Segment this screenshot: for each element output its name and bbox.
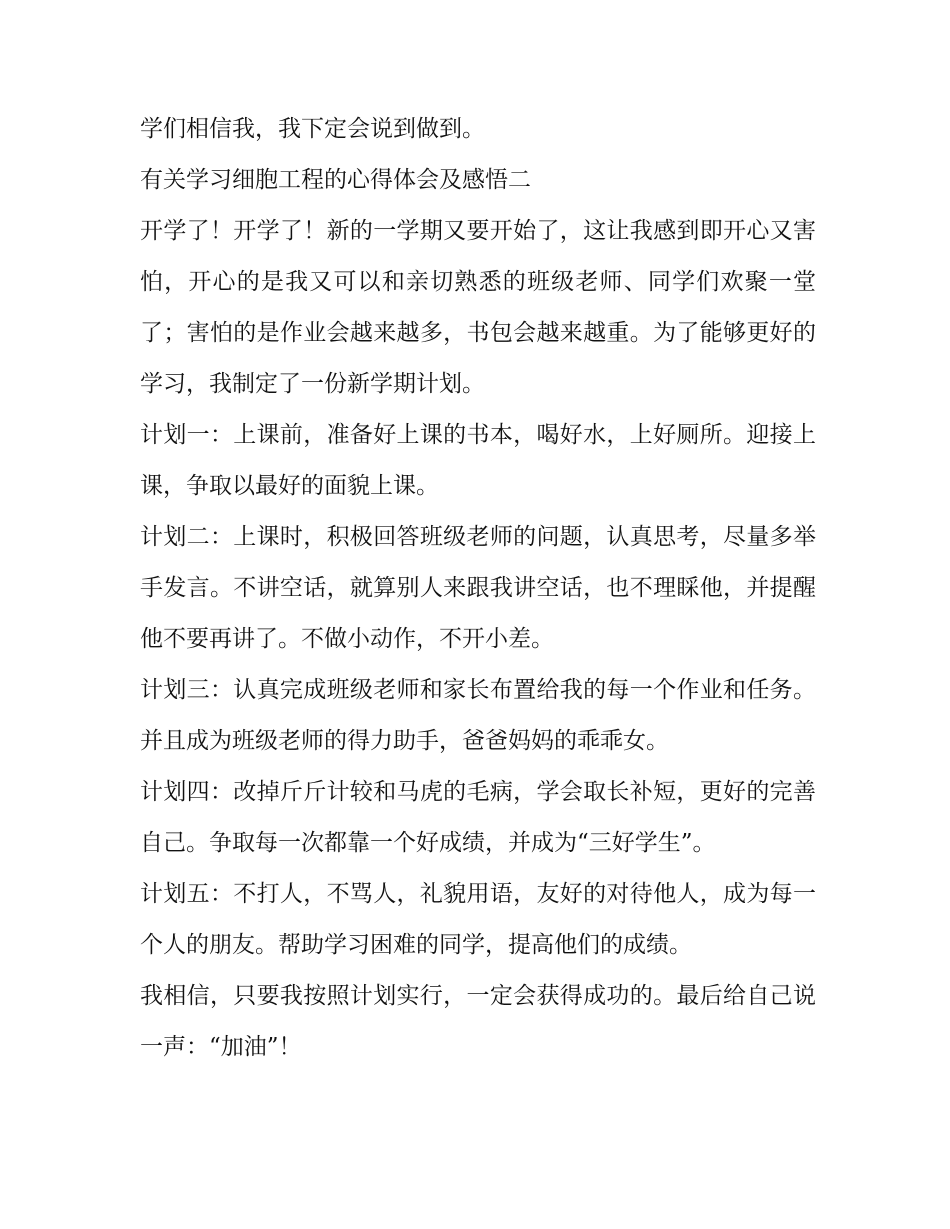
plan-five-paragraph: 计划五：不打人，不骂人，礼貌用语，友好的对待他人，成为每一个人的朋友。帮助学习困难的同学，提高他们的成绩。	[140, 881, 816, 958]
plan-two-paragraph: 计划二：上课时，积极回答班级老师的问题，认真思考，尽量多举手发言。不讲空话，就算别人来跟我讲空话，也不理睬他，并提醒他不要再讲了。不做小动作，不开小差。	[140, 524, 816, 652]
plan-one-paragraph: 计划一：上课前，准备好上课的书本，喝好水，上好厕所。迎接上课，争取以最好的面貌上课。	[140, 422, 816, 499]
document-body	[140, 104, 816, 1073]
continued-paragraph: 学们相信我，我下定会说到做到。	[140, 116, 485, 142]
plan-four-paragraph: 计划四：改掉斤斤计较和马虎的毛病，学会取长补短，更好的完善自己。争取每一次都靠一个好成绩，并成为“三好学生”。	[140, 779, 816, 856]
intro-paragraph: 开学了！开学了！新的一学期又要开始了，这让我感到即开心又害怕，开心的是我又可以和亲切熟悉的班级老师、同学们欢聚一堂了；害怕的是作业会越来越多，书包会越来越重。为了能够更好的学习，我制定了一份新学期计划。	[140, 218, 816, 397]
closing-paragraph: 我相信，只要我按照计划实行，一定会获得成功的。最后给自己说一声：“加油”！	[140, 983, 816, 1060]
plan-three-paragraph: 计划三：认真完成班级老师和家长布置给我的每一个作业和任务。并且成为班级老师的得力助手，爸爸妈妈的乖乖女。	[140, 677, 816, 754]
section-heading: 有关学习细胞工程的心得体会及感悟二	[140, 167, 531, 193]
